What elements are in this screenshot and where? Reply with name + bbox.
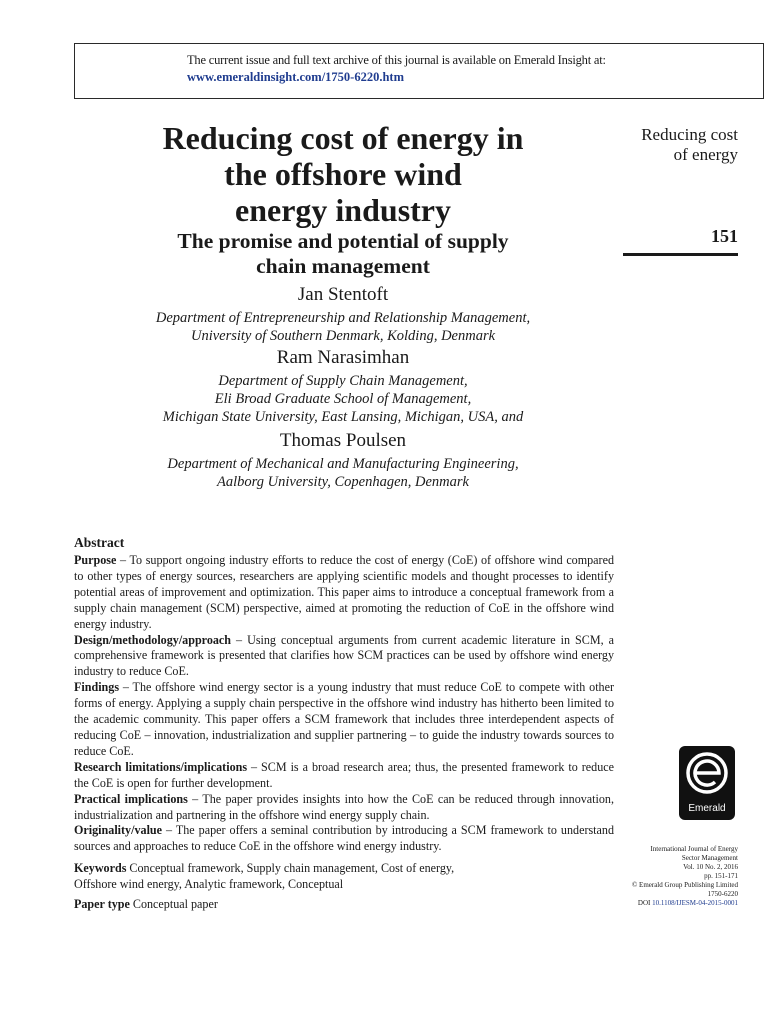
- abstract-section-originality: [74, 823, 614, 855]
- article-subtitle: [100, 229, 586, 279]
- article-title: [100, 120, 586, 228]
- affiliation-line: Michigan State University, East Lansing, Michigan, USA, and: [162, 409, 524, 425]
- section-text: – SCM is a broad research area; thus, the presented framework to reduce the CoE is open for further development.: [74, 759, 614, 790]
- journal-publisher: © Emerald Group Publishing Limited: [631, 881, 738, 889]
- title-line: Reducing cost of energy in: [162, 120, 524, 156]
- emerald-logo-icon: [679, 746, 735, 804]
- title-line: the offshore wind: [224, 156, 462, 192]
- abstract-section-research-limitations: [74, 760, 614, 792]
- affiliation-line: Department of Mechanical and Manufacturing Engineering,: [167, 456, 519, 472]
- archive-notice-text: The current issue and full text archive of this journal is available on Emerald Insight at:: [187, 53, 606, 67]
- abstract-section-findings: [74, 680, 614, 760]
- abstract-section-design: [74, 633, 614, 681]
- author-affiliation: [100, 455, 586, 491]
- keywords: [74, 861, 614, 893]
- running-head-rule: [623, 253, 738, 256]
- emerald-logo: [679, 746, 735, 820]
- journal-url-link[interactable]: www.emeraldinsight.com/1750-6220.htm: [187, 70, 404, 84]
- section-label: Findings: [74, 680, 120, 695]
- journal-volume: Vol. 10 No. 2, 2016: [683, 863, 738, 871]
- section-text: – Using conceptual arguments from current academic literature in SCM, a comprehensive framework is presented that clarifies how SCM practices can be used by offshore wind energy industry to reduce CoE.: [74, 632, 614, 679]
- keywords-text: Conceptual framework, Supply chain management, Cost of energy,: [126, 861, 455, 875]
- section-text: – The paper provides insights into how the CoE can be reduced through innovation, industrialization and partnering in the offshore wind energy supply chain.: [74, 791, 614, 822]
- author-name: Ram Narasimhan: [276, 347, 410, 368]
- archive-notice-box: [74, 43, 764, 99]
- section-label: Originality/value: [74, 823, 163, 838]
- section-label: Design/methodology/approach: [74, 632, 232, 647]
- paper-type: [74, 897, 614, 913]
- page-number: 151: [711, 226, 738, 246]
- journal-issn: 1750-6220: [707, 890, 738, 898]
- keywords-text: Offshore wind energy, Analytic framework, Conceptual: [74, 876, 344, 891]
- affiliation-line: Department of Supply Chain Management,: [218, 373, 468, 389]
- subtitle-line: The promise and potential of supply: [177, 229, 509, 253]
- journal-pages: pp. 151-171: [704, 872, 738, 880]
- keywords-label: Keywords: [74, 861, 127, 875]
- journal-name: International Journal of Energy: [650, 845, 738, 853]
- author-name: Thomas Poulsen: [279, 430, 407, 451]
- section-label: Research limitations/implications: [74, 759, 248, 774]
- paper-type-label: Paper type: [74, 897, 130, 911]
- affiliation-line: Eli Broad Graduate School of Management,: [214, 391, 472, 407]
- running-head-line: Reducing cost: [641, 125, 738, 144]
- author-affiliation: [100, 372, 586, 426]
- section-text: – To support ongoing industry efforts to reduce the cost of energy (CoE) of offshore wind compared to other types of energy sources, researchers are applying scientific models and thought processes to identify potential areas of improvement and optimization. This paper aims to introduce a conceptual framework from a supply chain management (SCM) perspective, aimed at promoting the reduction of CoE in the offshore wind energy industry.: [74, 553, 614, 631]
- section-label: Practical implications: [74, 791, 188, 806]
- section-label: Purpose: [74, 553, 117, 567]
- subtitle-line: chain management: [256, 254, 430, 278]
- journal-info: [600, 845, 738, 908]
- section-text: – The offshore wind energy sector is a young industry that must reduce CoE to compete with other forms of energy. Applying a supply chain perspective in the offshore wind industry has hitherto been limited to the academic community. This paper offers a SCM framework that includes three interdependent aspects of reducing CoE – innovation, industrialization and supplier partnering – to guide the industry towards sources to reduce CoE.: [74, 680, 614, 758]
- doi-link[interactable]: 10.1108/IJESM-04-2015-0001: [652, 899, 738, 907]
- affiliation-line: University of Southern Denmark, Kolding, Denmark: [190, 328, 496, 344]
- author-name: Jan Stentoft: [297, 284, 389, 305]
- affiliation-line: Department of Entrepreneurship and Relationship Management,: [155, 310, 531, 326]
- abstract-body: [74, 553, 614, 855]
- affiliation-line: Aalborg University, Copenhagen, Denmark: [217, 474, 469, 490]
- title-line: energy industry: [235, 192, 451, 228]
- abstract-section-practical: [74, 792, 614, 824]
- paper-type-value: Conceptual paper: [129, 897, 218, 911]
- section-text: – The paper offers a seminal contribution by introducing a SCM framework to understand sources and approaches to reduce CoE in the offshore wind energy industry.: [74, 823, 614, 854]
- journal-name: Sector Management: [681, 854, 738, 862]
- author-affiliation: [100, 309, 586, 345]
- running-head-line: of energy: [673, 145, 738, 164]
- logo-label: Emerald: [688, 803, 726, 814]
- abstract-section-purpose: [74, 553, 614, 633]
- abstract-heading: Abstract: [74, 535, 125, 550]
- running-head: [600, 125, 738, 165]
- journal-doi: [600, 899, 738, 908]
- doi-label: DOI: [637, 899, 653, 907]
